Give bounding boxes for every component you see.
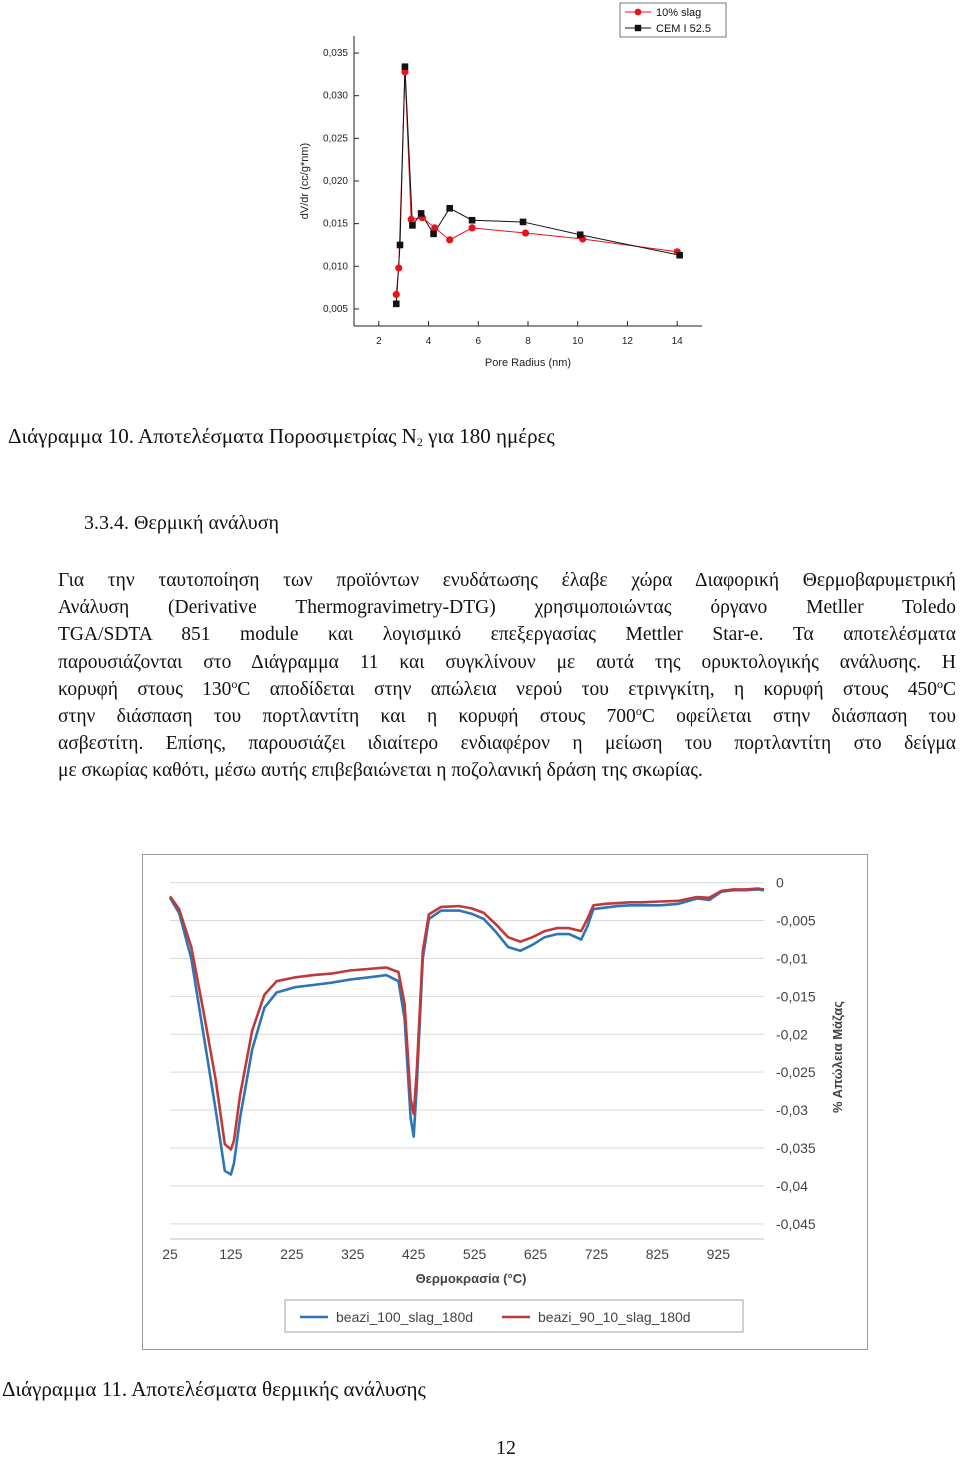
caption-diagram-11: Διάγραμμα 11. Αποτελέσματα θερμικής ανάλυσης: [2, 1377, 426, 1401]
series-line: [396, 72, 677, 295]
data-point: [431, 224, 438, 231]
series-line: [396, 67, 679, 304]
paragraph-line: Ανάλυση (Derivative Thermogravimetry-DTG) χρησιμοποιώντας όργανο Metller Toledo: [58, 597, 956, 619]
data-point: [430, 231, 437, 238]
x-tick-label: 625: [523, 1246, 548, 1262]
x-tick-label: 125: [219, 1246, 243, 1262]
data-point: [397, 242, 404, 249]
data-point: [468, 224, 475, 231]
x-tick-label: 925: [706, 1246, 730, 1262]
y-tick-label: -0,005: [776, 912, 816, 929]
paragraph-line: TGA/SDTA 851 module και λογισμικό επεξεργασίας Mettler Star-e. Τα αποτελέσματα: [58, 624, 956, 646]
y-tick-label: -0,015: [776, 988, 816, 1005]
x-tick-label: 225: [280, 1246, 304, 1262]
x-tick-label: 425: [402, 1246, 426, 1262]
x-tick-label: 2: [376, 336, 382, 347]
paragraph-line: Για την ταυτοποίηση των προϊόντων ενυδάτωσης έλαβε χώρα Διαφορική Θερμοβαρυμετρική: [58, 570, 956, 591]
data-point: [446, 236, 453, 243]
y-tick-label: 0,010: [322, 261, 348, 273]
thermal-analysis-chart: [142, 854, 868, 1350]
data-point: [408, 216, 415, 223]
data-point: [577, 231, 584, 238]
y-tick-label: 0,005: [322, 303, 348, 315]
x-tick-label: 525: [462, 1246, 487, 1262]
x-axis-title: Θερμοκρασία (°C): [415, 1271, 527, 1286]
superscript: o: [635, 704, 642, 719]
data-point: [395, 264, 402, 271]
y-tick-label: -0,035: [776, 1140, 816, 1156]
data-point: [393, 291, 400, 298]
pore-distribution-chart: [290, 0, 740, 385]
y-tick-label: -0,02: [776, 1026, 808, 1043]
text: στην διάσπαση του πορτλαντίτη και η κορυφή στους 700: [58, 706, 636, 728]
y-tick-label: 0,025: [322, 133, 348, 145]
superscript: o: [936, 676, 943, 691]
y-tick-label: -0,03: [776, 1102, 808, 1119]
legend-label: beazi_90_10_slag_180d: [538, 1309, 691, 1325]
y-tick-label: 0,035: [322, 48, 348, 60]
y-tick-label: 0,030: [322, 90, 348, 102]
x-tick-label: 6: [475, 336, 482, 347]
data-point: [409, 222, 416, 229]
y-tick-label: -0,04: [776, 1177, 808, 1194]
legend-label: beazi_100_slag_180d: [336, 1309, 474, 1325]
data-point: [469, 217, 476, 224]
superscript: o: [231, 676, 238, 691]
data-point: [418, 210, 425, 217]
legend: [285, 1300, 743, 1332]
legend-marker: [635, 9, 642, 16]
x-tick-label: 4: [425, 336, 432, 347]
paragraph-line: παρουσιάζονται στο Διάγραμμα 11 και συγκλίνουν με αυτά της ορυκτολογικής ανάλυσης. Η: [58, 651, 956, 673]
data-point: [446, 205, 453, 212]
caption-text-end: για 180 ημέρες: [422, 424, 555, 448]
x-tick-label: 14: [671, 336, 683, 347]
y-tick-label: 0: [776, 874, 784, 891]
y-tick-label: -0,01: [776, 950, 808, 967]
y-tick-label: 0,020: [322, 176, 348, 187]
paragraph: [58, 567, 956, 785]
text: C αποδίδεται στην απώλεια νερού του ετρινγκίτη, η κορυφή στους 450: [237, 678, 937, 700]
legend-label: CEM I 52.5: [656, 23, 712, 35]
legend: [620, 3, 726, 37]
x-tick-label: 25: [162, 1246, 178, 1262]
x-tick-label: 825: [645, 1246, 670, 1262]
y-axis-title: dV/dr (cc/g*nm): [299, 142, 311, 220]
y-tick-label: -0,025: [776, 1064, 816, 1081]
text: κορυφή στους 130: [58, 678, 232, 700]
legend-label: 10% slag: [656, 7, 702, 19]
y-axis-title: % Απώλεια Μάζας: [830, 1000, 845, 1114]
paragraph-line: [58, 703, 956, 730]
data-point: [402, 63, 409, 70]
text: C: [942, 678, 956, 700]
data-point: [393, 301, 400, 308]
paragraph-line: ασβεστίτη. Επίσης, παρουσιάζει ιδιαίτερο ενδιαφέρον η μείωση του πορτλαντίτη στο δείγμα: [58, 733, 956, 755]
caption-diagram-10: [8, 424, 555, 449]
data-point: [676, 252, 683, 259]
caption-text: Διάγραμμα 10. Αποτελέσματα Ποροσιμετρίας N: [8, 424, 417, 448]
caption-subscript: 2: [416, 435, 423, 449]
section-heading: 3.3.4. Θερμική ανάλυση: [84, 512, 279, 534]
text: C οφείλεται στην διάσπαση του: [641, 706, 956, 728]
x-tick-label: 12: [621, 336, 633, 347]
page-number: 12: [496, 1437, 516, 1459]
y-tick-label: -0,045: [776, 1215, 816, 1232]
x-tick-label: 725: [584, 1246, 609, 1262]
paragraph-line: με σκωρίας καθότι, μέσω αυτής επιβεβαιώνεται η ποζολανική δράση της σκωρίας.: [58, 760, 703, 782]
y-tick-label: 0,015: [322, 218, 348, 230]
x-tick-label: 325: [341, 1246, 365, 1262]
data-point: [522, 229, 529, 236]
x-axis-title: Pore Radius (nm): [484, 357, 572, 369]
x-tick-label: 10: [572, 336, 584, 347]
x-tick-label: 8: [525, 336, 531, 347]
legend-marker: [635, 25, 641, 31]
paragraph-line: [58, 676, 956, 703]
data-point: [520, 219, 527, 226]
